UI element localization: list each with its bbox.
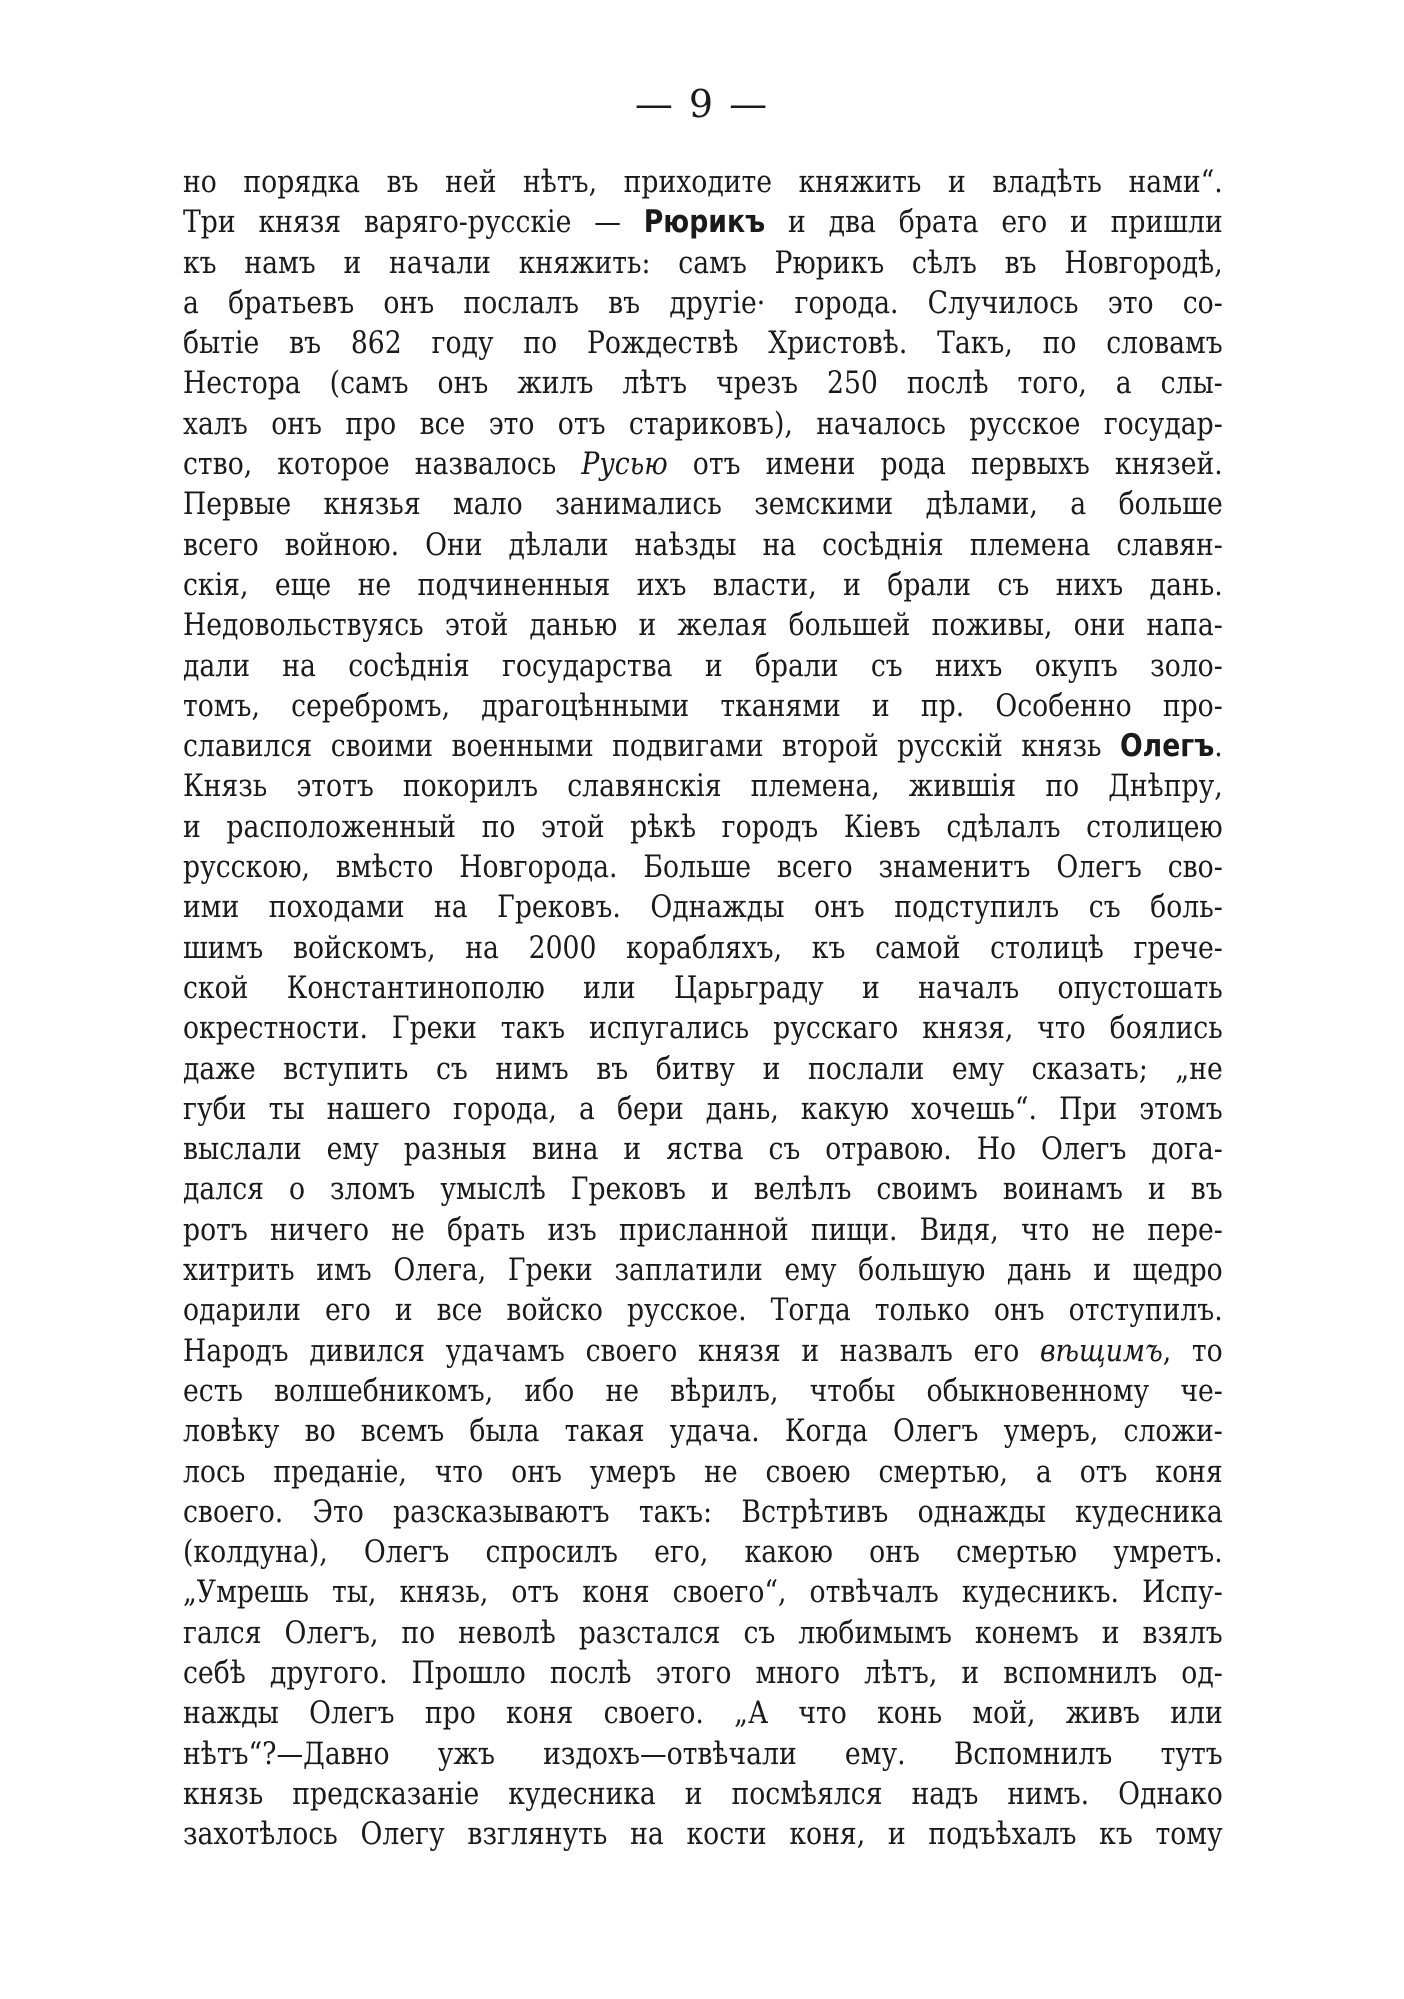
text-segment: захотѣлось Олегу взглянуть на кости коня, и подъѣхалъ къ тому (183, 1816, 1223, 1853)
body-text (183, 162, 1223, 1854)
page-number: — 9 — (634, 82, 770, 126)
italic-word: Русью (581, 446, 668, 483)
text-line (183, 444, 1223, 484)
bold-name: Олегъ (1120, 728, 1215, 765)
bold-name: Рюрикъ (643, 204, 766, 241)
text-segment: Народъ дивился удачамъ своего князя и назвалъ его (183, 1332, 1040, 1369)
text-segment: но порядка въ ней нѣтъ, приходите княжить и владѣть нами“. (183, 164, 1223, 200)
text-segment: отъ имени рода первыхъ князей. (667, 446, 1223, 483)
text-line (183, 1169, 1223, 1209)
text-segment: губи ты нашего города, а бери дань, какую хочешь“. При этомъ (183, 1090, 1223, 1127)
text-segment: нѣтъ“?—Давно ужъ издохъ—отвѣчали ему. Вспомнилъ тутъ (183, 1735, 1223, 1772)
text-line (183, 1613, 1223, 1653)
text-segment: лось преданіе, что онъ умеръ не своею смертью, а отъ коня (183, 1453, 1223, 1490)
text-segment: Князь этотъ покорилъ славянскія племена, жившія по Днѣпру, (183, 768, 1223, 805)
text-segment: , то (1162, 1332, 1223, 1369)
text-segment: одарили его и все войско русское. Тогда только онъ отступилъ. (183, 1292, 1223, 1329)
text-segment: нажды Олегъ про коня своего. „А что конь мой, живъ или (183, 1695, 1223, 1732)
text-line (183, 1250, 1223, 1290)
text-line (183, 323, 1223, 363)
text-segment: ской Константинополю или Царьграду и началъ опустошать (183, 969, 1223, 1006)
text-segment: Недовольствуясь этой данью и желая большей поживы, они напа- (183, 607, 1223, 644)
text-segment: дался о зломъ умыслѣ Грековъ и велѣлъ своимъ воинамъ и въ (183, 1171, 1223, 1208)
text-segment: славился своими военными подвигами второй русскій князь (183, 728, 1121, 765)
text-line (183, 968, 1223, 1008)
text-segment: и два брата его и пришли (765, 204, 1223, 241)
italic-word: вѣщимъ (1039, 1332, 1163, 1369)
text-line (183, 1371, 1223, 1411)
text-segment: и расположенный по этой рѣкѣ городъ Кіевъ сдѣлалъ столицею (183, 808, 1223, 845)
text-line (183, 1734, 1223, 1774)
text-line (183, 1411, 1223, 1451)
text-line (183, 887, 1223, 927)
text-segment: (колдуна), Олегъ спросилъ его, какою онъ смертью умретъ. (183, 1534, 1223, 1571)
text-line (183, 726, 1223, 766)
text-segment: скія, еще не подчиненныя ихъ власти, и брали съ нихъ дань. (183, 566, 1223, 603)
text-line (183, 686, 1223, 726)
text-segment: ротъ ничего не брать изъ присланной пищи. Видя, что не пере- (183, 1211, 1223, 1248)
text-segment: ими походами на Грековъ. Однажды онъ подступилъ съ боль- (183, 889, 1223, 926)
text-line (183, 928, 1223, 968)
text-segment: „Умрешь ты, князь, отъ коня своего“, отвѣчалъ кудесникъ. Испу- (183, 1574, 1223, 1611)
text-segment: томъ, серебромъ, драгоцѣнными тканями и пр. Особенно про- (183, 687, 1223, 724)
text-line (183, 1331, 1223, 1371)
text-segment: къ намъ и начали княжить: самъ Рюрикъ сѣлъ въ Новгородѣ, (183, 244, 1223, 281)
text-line (183, 1290, 1223, 1330)
text-line (183, 605, 1223, 645)
text-line (183, 807, 1223, 847)
text-segment: гался Олегъ, по неволѣ разстался съ любимымъ конемъ и взялъ (183, 1614, 1223, 1651)
text-line (183, 565, 1223, 605)
text-line (183, 1008, 1223, 1048)
text-line (183, 363, 1223, 403)
text-line (183, 484, 1223, 524)
text-segment: а братьевъ онъ послалъ въ другіе· города. Случилось это со- (183, 284, 1223, 321)
text-segment: своего. Это разсказываютъ такъ: Встрѣтивъ однажды кудесника (183, 1493, 1223, 1530)
text-line (183, 1210, 1223, 1250)
text-segment: Нестора (самъ онъ жилъ лѣтъ чрезъ 250 послѣ того, а слы- (183, 365, 1223, 402)
text-segment: выслали ему разныя вина и яства съ отравою. Но Олегъ дога- (183, 1131, 1223, 1168)
text-line (183, 283, 1223, 323)
text-segment: Три князя варяго-русскіе — (183, 204, 644, 241)
text-segment: себѣ другого. Прошло послѣ этого много лѣтъ, и вспомнилъ од- (183, 1654, 1223, 1691)
text-segment: бытіе въ 862 году по Рождествѣ Христовѣ. Такъ, по словамъ (183, 325, 1223, 362)
text-segment: дали на сосѣднія государства и брали съ нихъ окупъ золо- (183, 647, 1223, 684)
text-line (183, 1492, 1223, 1532)
text-segment: всего войною. Они дѣлали наѣзды на сосѣднія племена славян- (183, 526, 1223, 563)
text-segment: русскою, вмѣсто Новгорода. Больше всего знаменитъ Олегъ сво- (183, 849, 1223, 886)
text-line (183, 162, 1223, 202)
text-segment: . (1214, 728, 1223, 765)
text-line (183, 766, 1223, 806)
text-line (183, 404, 1223, 444)
text-line (183, 1049, 1223, 1089)
text-line (183, 525, 1223, 565)
text-segment: даже вступить съ нимъ въ битву и послали ему сказать; „не (183, 1050, 1223, 1087)
text-line (183, 243, 1223, 283)
text-segment: халъ онъ про все это отъ стариковъ), началось русское государ- (183, 405, 1223, 442)
text-line (183, 847, 1223, 887)
text-line (183, 1774, 1223, 1814)
text-segment: князь предсказаніе кудесника и посмѣялся надъ нимъ. Однако (183, 1775, 1223, 1812)
text-line (183, 1653, 1223, 1693)
text-segment: Первые князья мало занимались земскими дѣлами, а больше (183, 486, 1223, 523)
text-line (183, 646, 1223, 686)
text-line (183, 1532, 1223, 1572)
text-line (183, 1814, 1223, 1854)
text-segment: есть волшебникомъ, ибо не вѣрилъ, чтобы обыкновенному че- (183, 1372, 1223, 1409)
text-line (183, 1089, 1223, 1129)
text-segment: хитрить имъ Олега, Греки заплатили ему большую дань и щедро (183, 1252, 1223, 1289)
text-segment: ловѣку во всемъ была такая удача. Когда Олегъ умеръ, сложи- (183, 1413, 1223, 1450)
text-line (183, 1693, 1223, 1733)
text-line (183, 1572, 1223, 1612)
text-line (183, 1129, 1223, 1169)
text-line (183, 1452, 1223, 1492)
text-line (183, 202, 1223, 242)
text-segment: ство, которое назвалось (183, 446, 582, 483)
text-segment: окрестности. Греки такъ испугались русскаго князя, что боялись (183, 1010, 1223, 1047)
text-segment: шимъ войскомъ, на 2000 корабляхъ, къ самой столицѣ грече- (183, 929, 1223, 966)
